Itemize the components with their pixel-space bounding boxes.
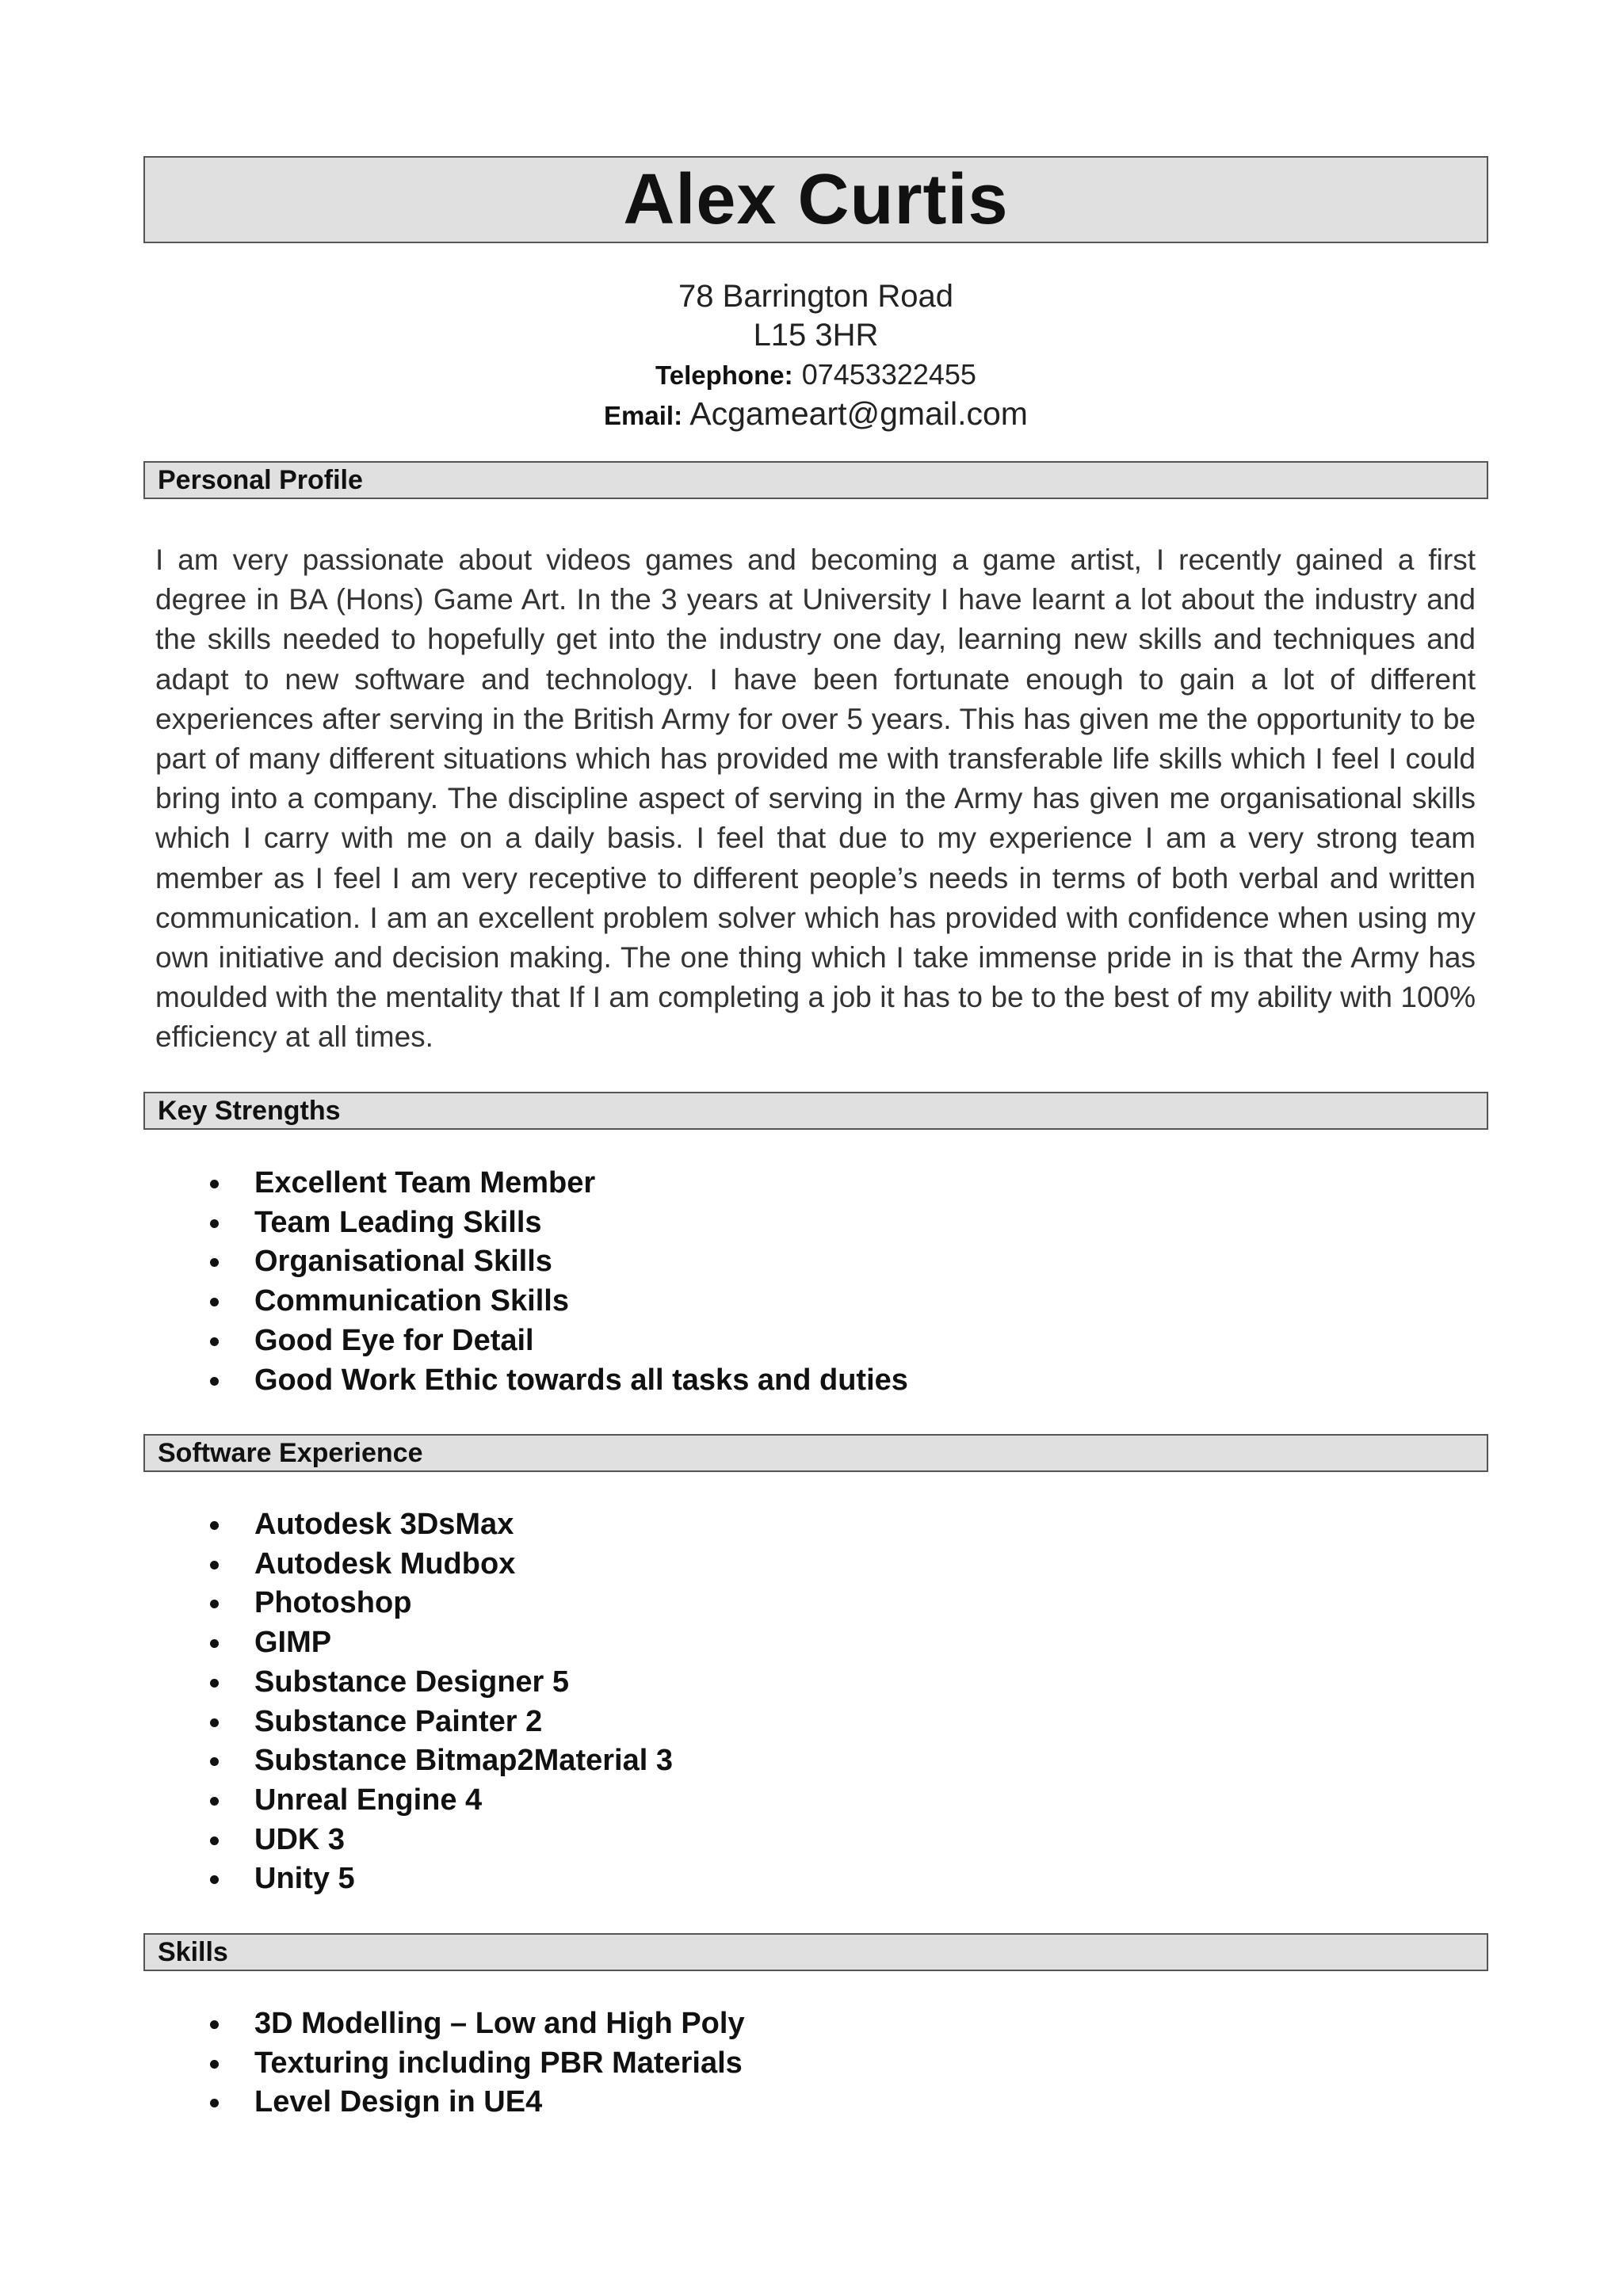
software-experience-list [143, 1505, 673, 1899]
software-experience-heading: Software Experience [143, 1434, 1488, 1472]
bullet-icon [210, 1600, 219, 1608]
bullet-icon [210, 1337, 219, 1346]
list-item-text: Substance Painter 2 [254, 1704, 543, 1738]
bullet-icon [210, 1377, 219, 1386]
skills-list [143, 2004, 745, 2122]
list-item [143, 1545, 673, 1585]
list-item-text: Substance Designer 5 [254, 1665, 570, 1699]
list-item-text: Communication Skills [254, 1284, 569, 1318]
email-line [143, 395, 1488, 435]
skills-heading: Skills [143, 1933, 1488, 1971]
bullet-icon [210, 1219, 219, 1228]
bullet-icon [210, 2060, 219, 2069]
list-item [143, 2044, 745, 2084]
list-item [143, 1203, 908, 1243]
telephone-line [143, 355, 1488, 395]
bullet-icon [210, 2020, 219, 2029]
bullet-icon [210, 1180, 219, 1188]
list-item-text: Unity 5 [254, 1862, 355, 1896]
contact-details [143, 277, 1488, 435]
bullet-icon [210, 1718, 219, 1727]
list-item-text: Team Leading Skills [254, 1205, 542, 1239]
list-item-text: Good Eye for Detail [254, 1323, 534, 1357]
candidate-name: Alex Curtis [623, 159, 1009, 239]
list-item [143, 1361, 908, 1401]
list-item [143, 1741, 673, 1781]
list-item-text: Excellent Team Member [254, 1166, 596, 1199]
list-item-text: Level Design in UE4 [254, 2085, 543, 2119]
bullet-icon [210, 1561, 219, 1569]
email-label: Email: [604, 401, 683, 430]
list-item [143, 1242, 908, 1282]
list-item-text: 3D Modelling – Low and High Poly [254, 2007, 745, 2040]
personal-profile-heading: Personal Profile [143, 461, 1488, 499]
bullet-icon [210, 2099, 219, 2107]
key-strengths-heading: Key Strengths [143, 1092, 1488, 1130]
personal-profile-text: I am very passionate about videos games and becoming a game artist, I recently gained a first degree in BA (Hons) Game Art. In the 3 years at University I have learnt a lot about the industry and the skills needed to hopefully get into the industry one day, learning new skills and techniques and adapt to new software and technology. I have been fortunate enough to gain a lot of different experiences after serving in the British Army for over 5 years. This has given me the opportunity to be part of many different situations which has provided me with transferable life skills which I feel I could bring into a company. The discipline aspect of serving in the Army has given me organisational skills which I carry with me on a daily basis. I feel that due to my experience I am a very strong team member as I feel I am very receptive to different people’s needs in terms of both verbal and written communication. I am an excellent problem solver which has provided with confidence when using my own initiative and decision making. The one thing which I take immense pride in is that the Army has moulded with the mentality that If I am completing a job it has to be to the best of my ability with 100% efficiency at all times. [155, 543, 1476, 1054]
bullet-icon [210, 1679, 219, 1688]
list-item-text: Organisational Skills [254, 1245, 552, 1279]
list-item [143, 1164, 908, 1203]
list-item [143, 2083, 745, 2122]
list-item [143, 1703, 673, 1742]
list-item-text: Autodesk Mudbox [254, 1547, 516, 1581]
bullet-icon [210, 1298, 219, 1306]
bullet-icon [210, 1836, 219, 1845]
address-line-1: 78 Barrington Road [678, 279, 953, 314]
list-item-text: Texturing including PBR Materials [254, 2046, 743, 2080]
list-item-text: UDK 3 [254, 1822, 346, 1856]
list-item-text: GIMP [254, 1626, 332, 1660]
telephone-label: Telephone: [655, 360, 793, 390]
bullet-icon [210, 1797, 219, 1806]
list-item [143, 1584, 673, 1623]
list-item-text: Autodesk 3DsMax [254, 1508, 514, 1541]
list-item [143, 1623, 673, 1663]
list-item-text: Unreal Engine 4 [254, 1783, 483, 1817]
address-line-2: L15 3HR [753, 318, 879, 353]
list-item-text: Photoshop [254, 1586, 412, 1620]
name-header-box [143, 156, 1488, 243]
list-item-text: Substance Bitmap2Material 3 [254, 1744, 673, 1778]
list-item [143, 1781, 673, 1821]
list-item [143, 1505, 673, 1545]
key-strengths-list [143, 1164, 908, 1400]
bullet-icon [210, 1757, 219, 1766]
bullet-icon [210, 1521, 219, 1530]
list-item [143, 1322, 908, 1361]
bullet-icon [210, 1875, 219, 1884]
list-item [143, 1282, 908, 1322]
bullet-icon [210, 1639, 219, 1648]
bullet-icon [210, 1258, 219, 1267]
email-value[interactable]: Acgameart@gmail.com [689, 395, 1028, 432]
list-item-text: Good Work Ethic towards all tasks and duties [254, 1363, 908, 1397]
telephone-value: 07453322455 [801, 358, 976, 391]
list-item [143, 2004, 745, 2044]
list-item [143, 1821, 673, 1860]
list-item [143, 1663, 673, 1703]
list-item [143, 1859, 673, 1899]
